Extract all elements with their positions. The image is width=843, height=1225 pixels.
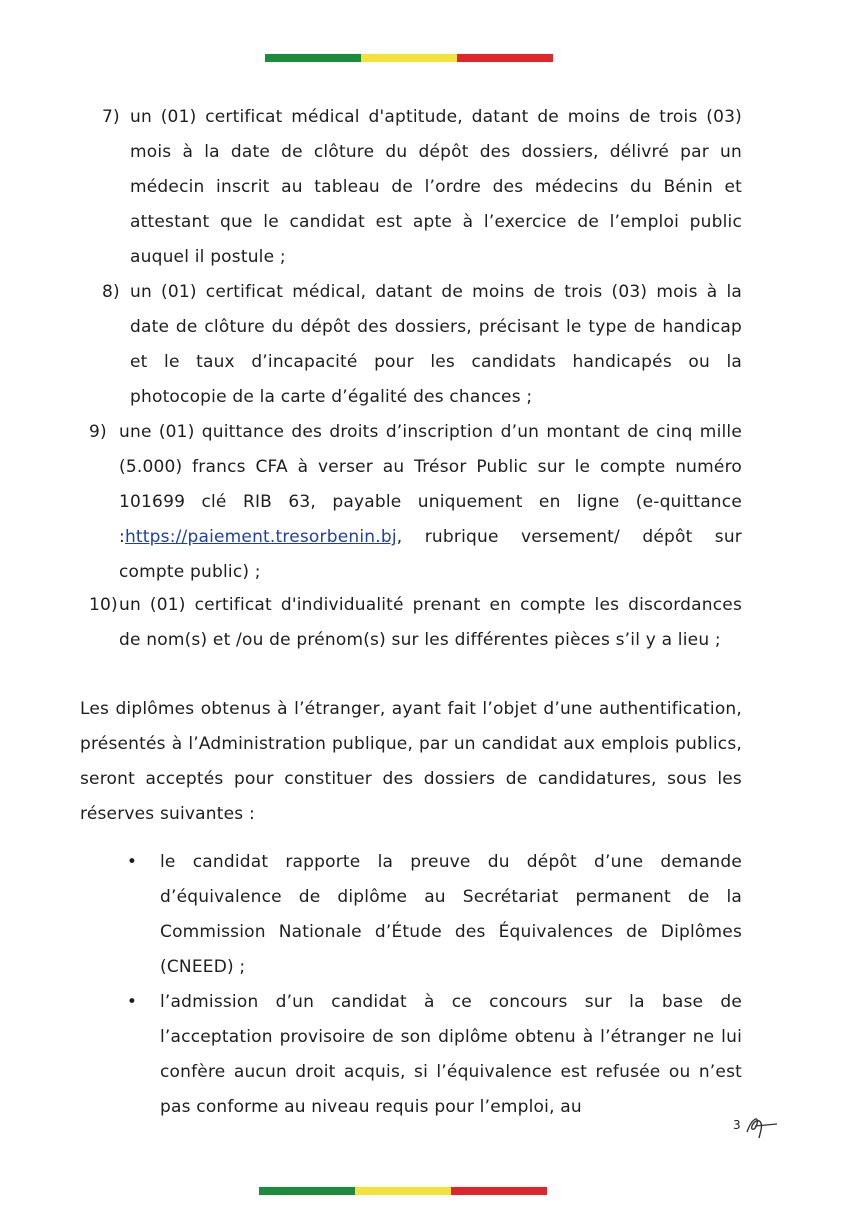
bullet-icon: • <box>126 852 138 872</box>
list-item-text: un (01) certificat médical d'aptitude, datant de moins de trois (03) mois à la date de clôture du dépôt des dossiers, délivré par un médecin inscrit au tableau de l’ordre des médecins du Bénin et attestant que le candidat est apte à l’exercice de l’emploi public auquel il postule ; <box>130 107 742 267</box>
list-item-number: 7) <box>102 107 120 127</box>
list-item-text-after-link: , rubrique versement/ dépôt sur compte public) ; <box>119 527 742 582</box>
list-item-text <box>119 415 742 590</box>
bullet-text: le candidat rapporte la preuve du dépôt d’une demande d’équivalence de diplôme au Secrétariat permanent de la Commission Nationale d’Étude des Équivalences de Diplômes (CNEED) ; <box>160 852 742 977</box>
flag-stripe-top <box>265 54 553 62</box>
flag-stripe-bottom <box>259 1187 547 1195</box>
list-item <box>102 100 742 275</box>
tresor-payment-link[interactable]: https://paiement.tresorbenin.bj <box>124 527 397 547</box>
list-item <box>89 415 742 590</box>
list-item-text: un (01) certificat d'individualité prenant en compte les discordances de nom(s) et /ou de prénom(s) sur les différentes pièces s’il y a lieu ; <box>119 595 742 650</box>
list-item <box>89 588 742 658</box>
flag-yellow-segment <box>361 54 457 62</box>
flag-yellow-segment <box>355 1187 451 1195</box>
flag-green-segment <box>265 54 361 62</box>
flag-red-segment <box>451 1187 547 1195</box>
bullet-icon: • <box>126 992 138 1012</box>
list-item-text: un (01) certificat médical, datant de moins de trois (03) mois à la date de clôture du dépôt des dossiers, précisant le type de handicap et le taux d’incapacité pour les candidats handicapés ou la photocopie de la carte d’égalité des chances ; <box>130 282 742 407</box>
list-item-text-before-link: une (01) quittance des droits d’inscription d’un montant de cinq mille (5.000) francs CFA à verser au Trésor Public sur le compte numéro 101699 clé RIB 63, payable uniquement en ligne (e-quittance : <box>119 422 742 547</box>
bullet-item <box>126 985 742 1125</box>
initials-signature-icon <box>741 1110 781 1140</box>
list-item-number: 10) <box>89 595 118 615</box>
page-number: 3 <box>733 1118 741 1132</box>
list-item <box>102 275 742 415</box>
bullet-text: l’admission d’un candidat à ce concours sur la base de l’acceptation provisoire de son diplôme obtenu à l’étranger ne lui confère aucun droit acquis, si l’équivalence est refusée ou n’est pas conforme au niveau requis pour l’emploi, au <box>160 992 742 1117</box>
flag-red-segment <box>457 54 553 62</box>
bullet-item <box>126 845 742 985</box>
foreign-diplomas-paragraph: Les diplômes obtenus à l’étranger, ayant fait l’objet d’une authentification, présentés à l’Administration publique, par un candidat aux emplois publics, seront acceptés pour constituer des dossiers de candidatures, sous les réserves suivantes : <box>80 699 742 824</box>
list-item-number: 8) <box>102 282 120 302</box>
flag-green-segment <box>259 1187 355 1195</box>
list-item-number: 9) <box>89 422 107 442</box>
